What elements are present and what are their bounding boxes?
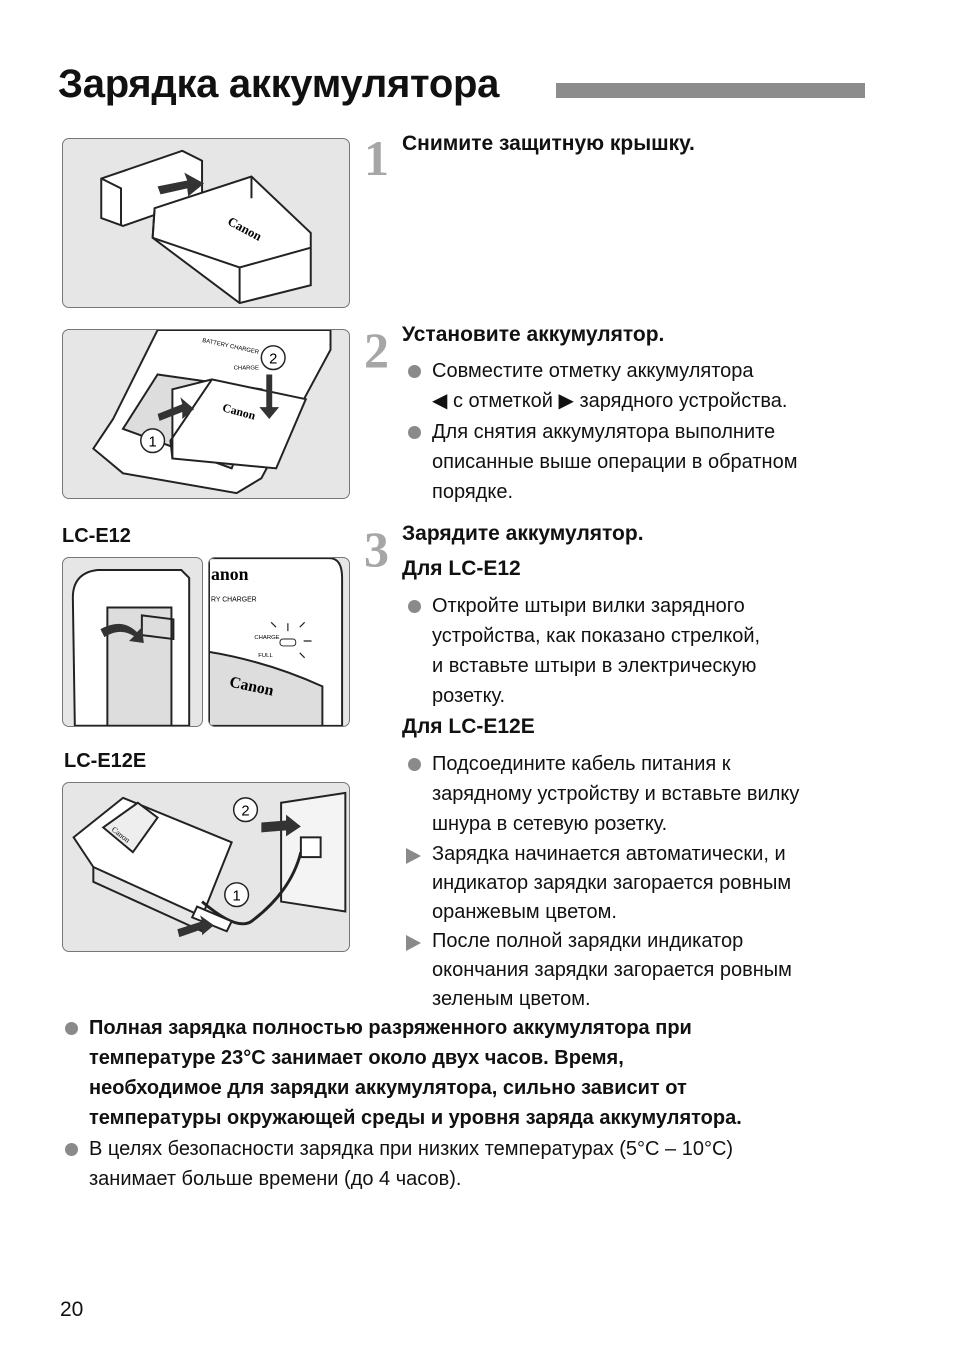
step-3-title: Зарядите аккумулятор. bbox=[402, 522, 644, 545]
step-1-title: Снимите защитную крышку. bbox=[402, 132, 695, 155]
bullet-dot bbox=[408, 758, 421, 771]
step-marker-2b: 2 bbox=[241, 803, 250, 820]
result-arrow-icon bbox=[406, 935, 421, 951]
step-2-title: Установите аккумулятор. bbox=[402, 323, 665, 346]
result-2: После полной зарядки индикатор окончания зарядки загорается ровным зеленым цветом. bbox=[432, 927, 792, 1014]
page-title: Зарядка аккумулятора bbox=[58, 62, 500, 106]
page-number: 20 bbox=[60, 1298, 84, 1321]
figure-lc-e12-led bbox=[208, 557, 350, 727]
brand-label-large: anon bbox=[210, 563, 249, 584]
note-charging-time: Полная зарядка полностью разряженного аккумулятора при температуре 23°C занимает около двух часов. Время, необходимое для зарядки аккумулятора, сильно зависит от температуры окружающей среды и уровня заряда аккумулятора. bbox=[89, 1013, 742, 1133]
figure-lc-e12-plug bbox=[62, 557, 203, 727]
step-2-bullet-1: Совместите отметку аккумулятора ◀ с отметкой ▶ зарядного устройства. bbox=[432, 356, 787, 416]
model-label-lc-e12e: LC-E12E bbox=[64, 750, 147, 772]
result-1: Зарядка начинается автоматически, и индикатор зарядки загорается ровным оранжевым цветом. bbox=[432, 840, 791, 927]
model-label-lc-e12: LC-E12 bbox=[62, 525, 131, 547]
brand-label-bottom: Canon bbox=[227, 673, 276, 700]
step-number-1: 1 bbox=[364, 130, 389, 186]
bullet-dot bbox=[65, 1022, 78, 1035]
step-marker-1: 1 bbox=[148, 434, 157, 451]
step-number-2: 2 bbox=[364, 322, 389, 378]
figure-lc-e12e-cable bbox=[62, 782, 350, 952]
note-low-temperature: В целях безопасности зарядка при низких температурах (5°C – 10°C) занимает больше времени (до 4 часов). bbox=[89, 1134, 733, 1194]
step-marker-2: 2 bbox=[269, 351, 278, 368]
subhead-lc-e12: Для LC-E12 bbox=[402, 557, 521, 580]
title-rule bbox=[556, 83, 865, 98]
full-indicator-label: FULL bbox=[258, 652, 273, 659]
step-2-bullet-2: Для снятия аккумулятора выполните описанные выше операции в обратном порядке. bbox=[432, 417, 797, 507]
step-3-bullet-lc-e12: Откройте штыри вилки зарядного устройства, как показано стрелкой, и вставьте штыри в электрическую розетку. bbox=[432, 591, 760, 711]
bullet-dot bbox=[65, 1143, 78, 1156]
result-arrow-icon bbox=[406, 848, 421, 864]
charge-indicator-label: CHARGE bbox=[254, 635, 280, 642]
subhead-lc-e12e: Для LC-E12E bbox=[402, 715, 535, 738]
step-3-bullet-lc-e12e: Подсоедините кабель питания к зарядному устройству и вставьте вилку шнура в сетевую розетку. bbox=[432, 749, 799, 839]
battery-brand-label: Canon bbox=[225, 214, 265, 244]
bullet-dot bbox=[408, 600, 421, 613]
step-marker-1b: 1 bbox=[232, 888, 241, 905]
step-number-3: 3 bbox=[364, 521, 389, 577]
bullet-dot bbox=[408, 426, 421, 439]
charger-label: BATTERY CHARGER bbox=[201, 337, 260, 356]
figure-insert-battery bbox=[62, 329, 350, 499]
bullet-dot bbox=[408, 365, 421, 378]
figure-remove-cover bbox=[62, 138, 350, 308]
charge-label: CHARGE bbox=[233, 365, 259, 372]
brand-label-small: Canon bbox=[109, 824, 132, 845]
charger-label-2: RY CHARGER bbox=[210, 596, 257, 604]
battery-brand-label-2: Canon bbox=[221, 400, 258, 423]
